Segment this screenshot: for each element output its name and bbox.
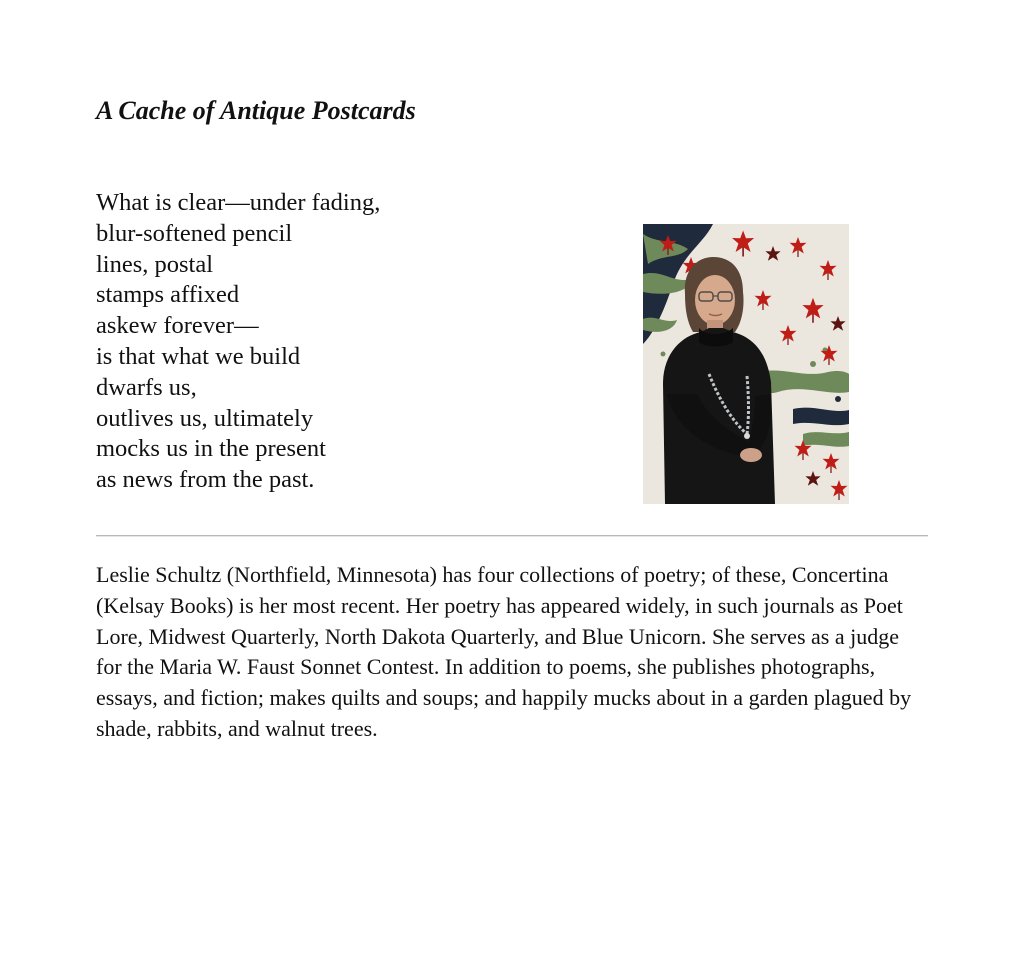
- poem-line: blur-softened pencil: [96, 219, 293, 247]
- poem-line: askew forever—: [96, 312, 259, 340]
- poem-line: What is clear—under fading,: [96, 189, 381, 216]
- author-bio: Leslie Schultz (Northfield, Minnesota) has four collections of poetry; of these, Concertina (Kelsay Books) is her most recent. Her poetry has appeared widely, in such journals as Poet Lore, Midwest Quarterly, North Dakota Quarterly, and Blue Unicorn. She serves as a judge for the Maria W. Faust Sonnet Contest. In addition to poems, she publishes photographs, essays, and fiction; makes quilts and soups; and happily mucks about in a garden plagued by shade, rabbits, and walnut trees.: [96, 562, 912, 741]
- author-photo: [643, 224, 849, 504]
- poem-title: A Cache of Antique Postcards: [96, 96, 416, 125]
- poem-line: lines, postal: [96, 250, 214, 278]
- poem-line: is that what we build: [96, 342, 301, 370]
- divider: [96, 535, 928, 537]
- poem-line: outlives us, ultimately: [96, 404, 314, 432]
- poem-line: mocks us in the present: [96, 435, 326, 463]
- poem-line: dwarfs us,: [96, 373, 197, 401]
- poem-line: as news from the past.: [96, 466, 315, 494]
- poem-body: [96, 188, 380, 496]
- poem-line: stamps affixed: [96, 281, 240, 309]
